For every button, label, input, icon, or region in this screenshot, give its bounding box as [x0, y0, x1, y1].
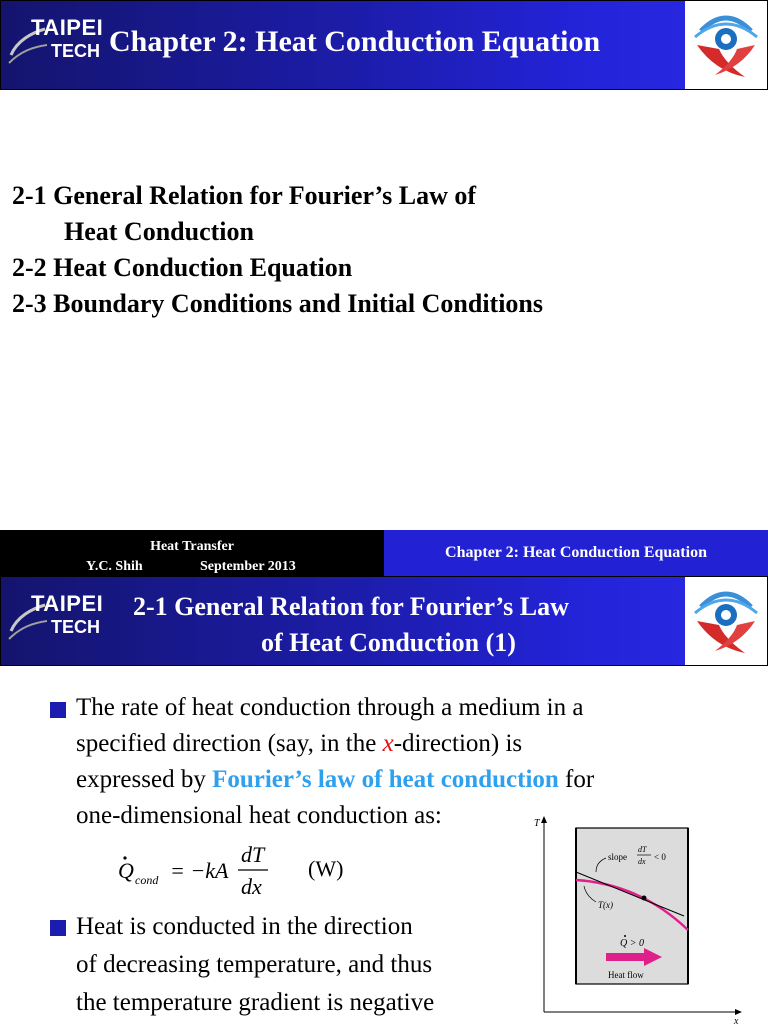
bullet-square-icon [50, 920, 66, 936]
qdot-dot [624, 935, 626, 937]
y-axis-arrow-icon [541, 816, 547, 823]
toc-item-2-1-cont: Heat Conduction [64, 217, 254, 246]
slope-relation: < 0 [654, 852, 666, 862]
slope-label: slope [608, 852, 627, 862]
bullet1-line3 [76, 762, 716, 798]
x-axis-arrow-icon [735, 1009, 742, 1015]
x-variable: x [382, 730, 394, 757]
bullet1-line2-pre: specified direction (say, in the [76, 730, 383, 757]
slide1-banner [0, 0, 768, 90]
eq-equals: = −kA [170, 858, 229, 883]
curve-label: T(x) [598, 900, 613, 910]
y-axis-label: T [534, 818, 540, 829]
footer-chapter [384, 530, 768, 576]
eq-denominator: dx [241, 874, 262, 899]
fourier-law-term: Fourier’s law of heat conduction [212, 766, 559, 793]
footer-author: Y.C. Shih [86, 559, 143, 574]
emblem-icon [685, 1, 767, 89]
bullet1-line4: one-dimensional heat conduction as: [76, 802, 442, 829]
footer-course: Heat Transfer [150, 539, 234, 554]
section-title [101, 589, 681, 661]
temperature-profile-figure [530, 812, 768, 1024]
university-emblem [685, 1, 767, 89]
logo-line1: TAIPEI [31, 15, 104, 40]
slope-denominator: dx [638, 857, 646, 866]
logo-line2: TECH [51, 41, 100, 61]
slope-numerator: dT [638, 845, 647, 854]
bullet1-line2-post: -direction) is [393, 730, 523, 757]
section-title-line2: of Heat Conduction (1) [261, 628, 516, 657]
toc-item-2-2: 2-2 Heat Conduction Equation [12, 253, 353, 282]
heat-rate-label: Q > 0 [620, 938, 644, 949]
bullet-square-icon [50, 702, 66, 718]
heat-flow-label: Heat flow [608, 970, 644, 980]
slide2-banner [0, 576, 768, 666]
bullet2-text [76, 908, 526, 1022]
bullet2-line1: Heat is conducted in the direction [76, 913, 413, 940]
eq-lhs: Q [118, 858, 134, 883]
bullet1-line2 [76, 726, 716, 762]
tangent-point [642, 896, 647, 901]
toc-item-2-3: 2-3 Boundary Conditions and Initial Conditions [12, 289, 544, 318]
bullet1-line3-post: for [558, 766, 595, 793]
footer-course-info [0, 530, 384, 576]
footer-chapter-label: Chapter 2: Heat Conduction Equation [445, 544, 707, 561]
bullet1-line1: The rate of heat conduction through a medium in a [76, 694, 584, 721]
bullet2-line2: of decreasing temperature, and thus [76, 951, 433, 978]
toc-item-2-1: 2-1 General Relation for Fourier’s Law of [12, 181, 477, 210]
taipei-tech-logo [7, 587, 103, 647]
footer-date: September 2013 [200, 559, 296, 574]
eq-unit: (W) [308, 856, 344, 881]
university-emblem [685, 577, 767, 665]
emblem-icon [685, 577, 767, 665]
logo-line2: TECH [51, 617, 100, 637]
taipei-tech-logo [7, 11, 103, 71]
bullet2-line3: the temperature gradient is negative [76, 989, 435, 1016]
heat-flow-arrow-shaft [606, 953, 646, 961]
table-of-contents [12, 178, 543, 322]
logo-line1: TAIPEI [31, 591, 104, 616]
page-title: Chapter 2: Heat Conduction Equation [109, 25, 601, 58]
section-title-line1: 2-1 General Relation for Fourier’s Law [133, 592, 569, 621]
fourier-equation [116, 838, 366, 904]
eq-subscript: cond [135, 873, 159, 887]
eq-numerator: dT [241, 842, 265, 867]
bullet1-line3-pre: expressed by [76, 766, 213, 793]
x-axis-label: x [734, 1016, 739, 1024]
